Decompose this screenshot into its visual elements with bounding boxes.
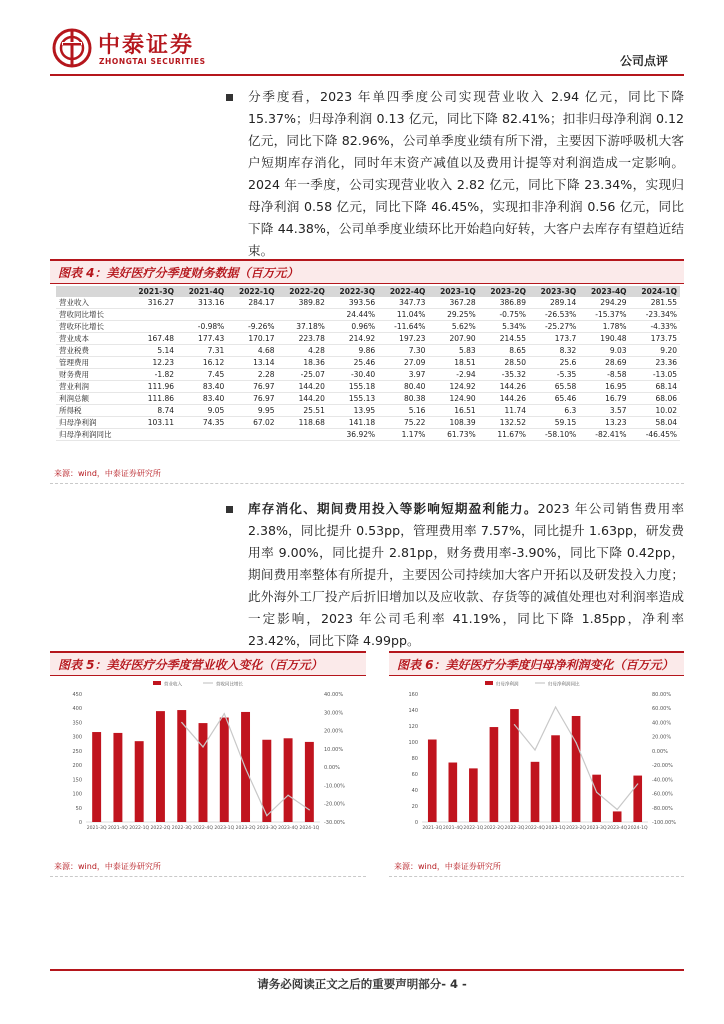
bar: [199, 723, 208, 822]
y-right-tick-label: -20.00%: [324, 801, 345, 808]
x-tick-label: 2023-4Q: [278, 826, 299, 831]
table-cell: 170.17: [227, 333, 277, 345]
line-point: [181, 722, 182, 723]
x-tick-label: 2023-1Q: [214, 826, 235, 831]
table-cell: 6.3: [529, 405, 579, 417]
table-cell: -1.82: [127, 369, 177, 381]
bar: [572, 716, 581, 822]
line-point: [617, 809, 618, 810]
table-cell: 9.05: [177, 405, 227, 417]
table-cell: 389.82: [278, 297, 328, 309]
table-cell: 76.97: [227, 381, 277, 393]
row-label: 利润总额: [56, 393, 127, 405]
x-tick-label: 2024-1Q: [299, 826, 320, 831]
paragraph-text: 2023 年公司销售费用率 2.38%，同比提升 0.53pp，管理费用率 7.57%，同比提升 1.63pp，研发费用率 9.00%，同比提升 2.81pp，财务费用率-3.90%，同比下降 0.42pp，期间费用率整体有所提升，主要因公司持续加大客户开拓以及研发投入力度；此外海外工厂投产后折旧增加以及应收款、存货等的减值处理也对利润率造成一定影响，2023 年公司毛利率 41.19%，同比下降 1.85pp，净利率 23.42%，同比下降 4.99pp。: [248, 501, 685, 648]
table-cell: 4.28: [278, 345, 328, 357]
table-cell: 18.36: [278, 357, 328, 369]
column-header: 2022-2Q: [278, 286, 328, 297]
table-cell: 118.68: [278, 417, 328, 429]
table-cell: 11.04%: [378, 309, 428, 321]
y-left-tick-label: 450: [72, 692, 82, 698]
table-cell: 75.22: [378, 417, 428, 429]
revenue-chart: [56, 676, 356, 836]
table-cell: [177, 429, 227, 441]
bar: [220, 718, 229, 822]
table-cell: 65.58: [529, 381, 579, 393]
y-left-tick-label: 350: [72, 720, 82, 727]
table-cell: 16.51: [428, 405, 478, 417]
x-tick-label: 2022-4Q: [193, 826, 213, 831]
table-cell: 144.20: [278, 381, 328, 393]
table-cell: 13.14: [227, 357, 277, 369]
table-cell: 132.52: [479, 417, 529, 429]
bar: [551, 735, 560, 822]
bar: [592, 775, 601, 822]
table-cell: 24.44%: [328, 309, 378, 321]
table-source: 来源：wind，中泰证券研究所: [54, 469, 161, 478]
table-cell: 28.50: [479, 357, 529, 369]
table-cell: 13.95: [328, 405, 378, 417]
table-cell: 284.17: [227, 297, 277, 309]
table-row: [56, 297, 680, 309]
quarterly-financial-table: [56, 286, 680, 441]
table-cell: 7.31: [177, 345, 227, 357]
column-header: 2023-4Q: [579, 286, 629, 297]
y-right-tick-label: -80.00%: [652, 805, 673, 812]
table-cell: 124.92: [428, 381, 478, 393]
chart-title-bar: [389, 651, 684, 676]
paragraph-profitability: [248, 498, 684, 652]
brand-name: 中泰证券: [98, 33, 195, 58]
table-title: 图表 4：美好医疗分季度财务数据（百万元）: [58, 266, 299, 280]
line-point: [555, 706, 556, 707]
y-right-tick-label: 10.00%: [324, 746, 344, 753]
bar: [469, 768, 478, 822]
table-cell: [127, 321, 177, 333]
line-point: [596, 792, 597, 793]
line-point: [309, 809, 310, 810]
table-cell: 23.36: [630, 357, 680, 369]
table-cell: 80.40: [378, 381, 428, 393]
table-cell: 76.97: [227, 393, 277, 405]
table-cell: 5.14: [127, 345, 177, 357]
table-cell: -9.26%: [227, 321, 277, 333]
x-tick-label: 2022-1Q: [129, 826, 150, 831]
line-point: [224, 713, 225, 714]
y-right-tick-label: 20.00%: [324, 728, 344, 735]
chart-title: 图表 6：美好医疗分季度归母净利润变化（百万元）: [397, 658, 674, 672]
x-tick-label: 2023-3Q: [256, 826, 277, 831]
table-row: [56, 393, 680, 405]
legend-label: 营收同比增长: [216, 682, 243, 688]
column-header: 2024-1Q: [630, 286, 680, 297]
table-cell: 83.40: [177, 381, 227, 393]
table-cell: 27.09: [378, 357, 428, 369]
table-cell: 141.18: [328, 417, 378, 429]
header-divider: [50, 74, 684, 76]
table-cell: 59.15: [529, 417, 579, 429]
row-label: 归母净利润: [56, 417, 127, 429]
table-cell: 386.89: [479, 297, 529, 309]
table-cell: [127, 429, 177, 441]
bar: [428, 740, 437, 822]
table-cell: 8.32: [529, 345, 579, 357]
bar: [92, 732, 101, 822]
table-cell: -2.94: [428, 369, 478, 381]
y-right-tick-label: -100.00%: [652, 820, 677, 826]
table-cell: [127, 309, 177, 321]
paragraph-text: 分季度看，2023 年单四季度公司实现营业收入 2.94 亿元，同比下降 15.37%；归母净利润 0.13 亿元，同比下降 82.41%；扣非归母净利润 0.12 亿元，同比下降 82.96%，公司单季度业绩有所下滑，主要因下游呼吸机大客户短期库存消化，同时年末资产减值以及费用计提等对利润造成一定影响。2024 年一季度，公司实现营业收入 2.82 亿元，同比下降 23.34%，实现归母净利润 0.58 亿元，同比下降 46.45%，实现扣非净利润 0.56 亿元，同比下降 44.38%，公司单季度业绩环比开始趋向好转，大客户去库存有望趋近结束。: [248, 89, 684, 258]
table-cell: 2.28: [227, 369, 277, 381]
brand-name-en: ZHONGTAI SECURITIES: [99, 57, 206, 66]
table-row: [56, 357, 680, 369]
table-cell: -58.10%: [529, 429, 579, 441]
bar: [613, 811, 622, 822]
table-cell: -35.32: [479, 369, 529, 381]
table-cell: 25.6: [529, 357, 579, 369]
table-cell: [177, 309, 227, 321]
y-left-tick-label: 20: [411, 804, 418, 810]
row-label: 营业成本: [56, 333, 127, 345]
chart-source: 来源：wind，中泰证券研究所: [394, 862, 501, 871]
table-cell: [278, 429, 328, 441]
table-cell: 5.16: [378, 405, 428, 417]
y-right-tick-label: 20.00%: [652, 734, 672, 741]
table-cell: 25.46: [328, 357, 378, 369]
table-cell: 67.02: [227, 417, 277, 429]
table-cell: -30.40: [328, 369, 378, 381]
table-cell: -82.41%: [579, 429, 629, 441]
y-left-tick-label: 80: [411, 756, 418, 762]
x-tick-label: 2023-1Q: [545, 826, 566, 831]
x-tick-label: 2022-1Q: [463, 826, 484, 831]
line-point: [202, 746, 203, 747]
table-row: [56, 321, 680, 333]
table-cell: 144.26: [479, 393, 529, 405]
line-point: [534, 749, 535, 750]
y-left-tick-label: 120: [408, 724, 418, 730]
x-tick-label: 2024-1Q: [627, 826, 648, 831]
x-tick-label: 2023-4Q: [607, 826, 628, 831]
table-cell: 13.23: [579, 417, 629, 429]
section-divider: [389, 876, 684, 877]
table-cell: 37.18%: [278, 321, 328, 333]
section-divider: [50, 876, 366, 877]
row-label: 所得税: [56, 405, 127, 417]
x-tick-label: 2021-3Q: [86, 826, 107, 831]
table-cell: 393.56: [328, 297, 378, 309]
table-cell: 1.78%: [579, 321, 629, 333]
x-tick-label: 2021-4Q: [442, 826, 463, 831]
bar: [633, 776, 642, 822]
table-cell: 5.62%: [428, 321, 478, 333]
line-point: [575, 742, 576, 743]
table-cell: 367.28: [428, 297, 478, 309]
column-header: 2021-3Q: [127, 286, 177, 297]
line-point: [287, 795, 288, 796]
table-cell: -0.98%: [177, 321, 227, 333]
x-tick-label: 2022-3Q: [504, 826, 525, 831]
y-left-tick-label: 250: [72, 748, 82, 755]
table-cell: 8.74: [127, 405, 177, 417]
x-tick-label: 2022-2Q: [483, 826, 504, 831]
bar: [490, 727, 499, 822]
y-left-tick-label: 0: [78, 820, 82, 826]
y-left-tick-label: 150: [72, 777, 82, 784]
footer-divider: [50, 969, 684, 971]
bullet-square-icon: [226, 94, 233, 101]
line-point: [637, 783, 638, 784]
y-right-tick-label: 30.00%: [324, 710, 344, 717]
y-left-tick-label: 50: [75, 805, 82, 812]
chart-title-bar: [50, 651, 366, 676]
column-header: 2023-3Q: [529, 286, 579, 297]
table-cell: 68.14: [630, 381, 680, 393]
table-cell: 80.38: [378, 393, 428, 405]
column-header: 2022-4Q: [378, 286, 428, 297]
paragraph-quarterly-review: [248, 86, 684, 262]
legend-bar-swatch: [485, 681, 493, 685]
line-point: [266, 815, 267, 816]
table-cell: 111.96: [127, 381, 177, 393]
chart-source: 来源：wind，中泰证券研究所: [54, 862, 161, 871]
column-header: 2023-2Q: [479, 286, 529, 297]
table-cell: 313.16: [177, 297, 227, 309]
bar: [510, 709, 519, 822]
table-cell: -5.35: [529, 369, 579, 381]
legend-bar-swatch: [153, 681, 161, 685]
table-cell: 25.51: [278, 405, 328, 417]
table-cell: 29.25%: [428, 309, 478, 321]
table-cell: [227, 309, 277, 321]
y-right-tick-label: -20.00%: [652, 763, 673, 770]
table-cell: 347.73: [378, 297, 428, 309]
table-row: [56, 369, 680, 381]
table-cell: 3.57: [579, 405, 629, 417]
document-type: 公司点评: [619, 54, 668, 68]
column-header: 2023-1Q: [428, 286, 478, 297]
table-cell: 7.45: [177, 369, 227, 381]
legend-label: 归母净利润: [496, 682, 519, 688]
y-left-tick-label: 40: [411, 788, 418, 794]
bar: [156, 711, 165, 822]
table-cell: 167.48: [127, 333, 177, 345]
table-cell: 124.90: [428, 393, 478, 405]
table-cell: 214.55: [479, 333, 529, 345]
table-cell: 36.92%: [328, 429, 378, 441]
table-cell: -23.34%: [630, 309, 680, 321]
table-cell: 223.78: [278, 333, 328, 345]
table-cell: 18.51: [428, 357, 478, 369]
x-tick-label: 2022-3Q: [171, 826, 192, 831]
table-cell: 9.20: [630, 345, 680, 357]
table-cell: 16.95: [579, 381, 629, 393]
y-right-tick-label: 80.00%: [652, 692, 672, 698]
table-cell: -4.33%: [630, 321, 680, 333]
table-cell: -25.27%: [529, 321, 579, 333]
table-cell: 173.7: [529, 333, 579, 345]
table-cell: -8.58: [579, 369, 629, 381]
bar: [284, 738, 293, 822]
table-cell: 83.40: [177, 393, 227, 405]
net-profit-chart: [392, 676, 684, 836]
table-cell: 144.26: [479, 381, 529, 393]
row-label: 管理费用: [56, 357, 127, 369]
table-cell: 61.73%: [428, 429, 478, 441]
y-right-tick-label: 40.00%: [652, 720, 672, 727]
legend-label: 营业收入: [164, 682, 182, 688]
line-point: [514, 724, 515, 725]
bar: [135, 741, 144, 822]
row-label: 营业收入: [56, 297, 127, 309]
table-cell: 12.23: [127, 357, 177, 369]
table-row: [56, 309, 680, 321]
row-label: 营收环比增长: [56, 321, 127, 333]
y-right-tick-label: 0.00%: [652, 748, 668, 755]
y-right-tick-label: 60.00%: [652, 706, 672, 713]
table-row: [56, 381, 680, 393]
table-cell: 9.86: [328, 345, 378, 357]
table-cell: 316.27: [127, 297, 177, 309]
table-cell: 65.46: [529, 393, 579, 405]
y-left-tick-label: 100: [408, 740, 418, 746]
table-cell: 8.65: [479, 345, 529, 357]
row-label: 营收同比增长: [56, 309, 127, 321]
table-cell: 4.68: [227, 345, 277, 357]
table-cell: -26.53%: [529, 309, 579, 321]
x-tick-label: 2023-2Q: [235, 826, 256, 831]
table-cell: 11.74: [479, 405, 529, 417]
table-row: [56, 417, 680, 429]
x-tick-label: 2023-3Q: [586, 826, 607, 831]
x-tick-label: 2023-2Q: [566, 826, 587, 831]
table-cell: 0.96%: [328, 321, 378, 333]
paragraph-heading: 库存消化、期间费用投入等影响短期盈利能力。: [248, 501, 538, 516]
table-cell: 207.90: [428, 333, 478, 345]
table-cell: 111.86: [127, 393, 177, 405]
table-header-row: [56, 286, 680, 297]
y-left-tick-label: 200: [72, 763, 82, 770]
table-cell: -0.75%: [479, 309, 529, 321]
y-left-tick-label: 0: [414, 820, 418, 826]
table-row: [56, 405, 680, 417]
table-row: [56, 429, 680, 441]
footer-disclaimer: 请务必阅读正文之后的重要声明部分- 4 -: [257, 977, 467, 991]
legend-label: 归母净利润同比: [548, 682, 580, 688]
table-cell: 9.95: [227, 405, 277, 417]
table-cell: 144.20: [278, 393, 328, 405]
table-cell: 214.92: [328, 333, 378, 345]
table-cell: 5.83: [428, 345, 478, 357]
table-cell: 294.29: [579, 297, 629, 309]
y-left-tick-label: 100: [72, 791, 82, 798]
table-cell: 58.04: [630, 417, 680, 429]
table-cell: 68.06: [630, 393, 680, 405]
table-title-bar: [50, 259, 684, 284]
table-cell: 5.34%: [479, 321, 529, 333]
column-header: 2021-4Q: [177, 286, 227, 297]
table-cell: 190.48: [579, 333, 629, 345]
table-cell: 1.17%: [378, 429, 428, 441]
line-point: [245, 768, 246, 769]
bar: [113, 733, 122, 822]
row-label: 归母净利润同比: [56, 429, 127, 441]
section-divider: [50, 483, 684, 484]
table-cell: 173.75: [630, 333, 680, 345]
y-left-tick-label: 140: [408, 708, 418, 714]
table-cell: 3.97: [378, 369, 428, 381]
column-header-label: [56, 286, 127, 297]
table-cell: 155.13: [328, 393, 378, 405]
row-label: 营业利润: [56, 381, 127, 393]
bar: [531, 762, 540, 822]
column-header: 2022-3Q: [328, 286, 378, 297]
x-tick-label: 2022-2Q: [150, 826, 171, 831]
table-cell: 74.35: [177, 417, 227, 429]
y-left-tick-label: 300: [72, 734, 82, 741]
y-right-tick-label: -30.00%: [324, 820, 345, 826]
table-cell: 16.79: [579, 393, 629, 405]
table-cell: 9.03: [579, 345, 629, 357]
table-cell: -13.05: [630, 369, 680, 381]
row-label: 财务费用: [56, 369, 127, 381]
y-right-tick-label: 0.00%: [324, 765, 340, 772]
x-tick-label: 2021-3Q: [422, 826, 443, 831]
table-cell: -11.64%: [378, 321, 428, 333]
chart-title: 图表 5：美好医疗分季度营业收入变化（百万元）: [58, 658, 323, 672]
y-right-tick-label: -60.00%: [652, 791, 673, 798]
table-cell: 197.23: [378, 333, 428, 345]
column-header: 2022-1Q: [227, 286, 277, 297]
y-right-tick-label: 40.00%: [324, 692, 344, 698]
table-cell: -46.45%: [630, 429, 680, 441]
table-cell: 281.55: [630, 297, 680, 309]
table-cell: 16.12: [177, 357, 227, 369]
table-cell: 10.02: [630, 405, 680, 417]
x-tick-label: 2022-4Q: [525, 826, 545, 831]
table-row: [56, 333, 680, 345]
table-cell: [278, 309, 328, 321]
table-cell: 103.11: [127, 417, 177, 429]
table-cell: 108.39: [428, 417, 478, 429]
x-tick-label: 2021-4Q: [107, 826, 128, 831]
table-cell: [227, 429, 277, 441]
table-cell: 11.67%: [479, 429, 529, 441]
company-logo-icon: [52, 28, 92, 68]
table-cell: 177.43: [177, 333, 227, 345]
y-left-tick-label: 400: [72, 706, 82, 713]
table-cell: 7.30: [378, 345, 428, 357]
y-right-tick-label: -40.00%: [652, 777, 673, 784]
table-cell: 289.14: [529, 297, 579, 309]
table-cell: 28.69: [579, 357, 629, 369]
y-right-tick-label: -10.00%: [324, 783, 345, 790]
table-row: [56, 345, 680, 357]
y-left-tick-label: 160: [408, 692, 418, 698]
table-cell: -25.07: [278, 369, 328, 381]
row-label: 营业税费: [56, 345, 127, 357]
y-left-tick-label: 60: [411, 772, 418, 778]
table-cell: -15.37%: [579, 309, 629, 321]
bar: [449, 763, 458, 822]
table-cell: 155.18: [328, 381, 378, 393]
bullet-square-icon: [226, 506, 233, 513]
